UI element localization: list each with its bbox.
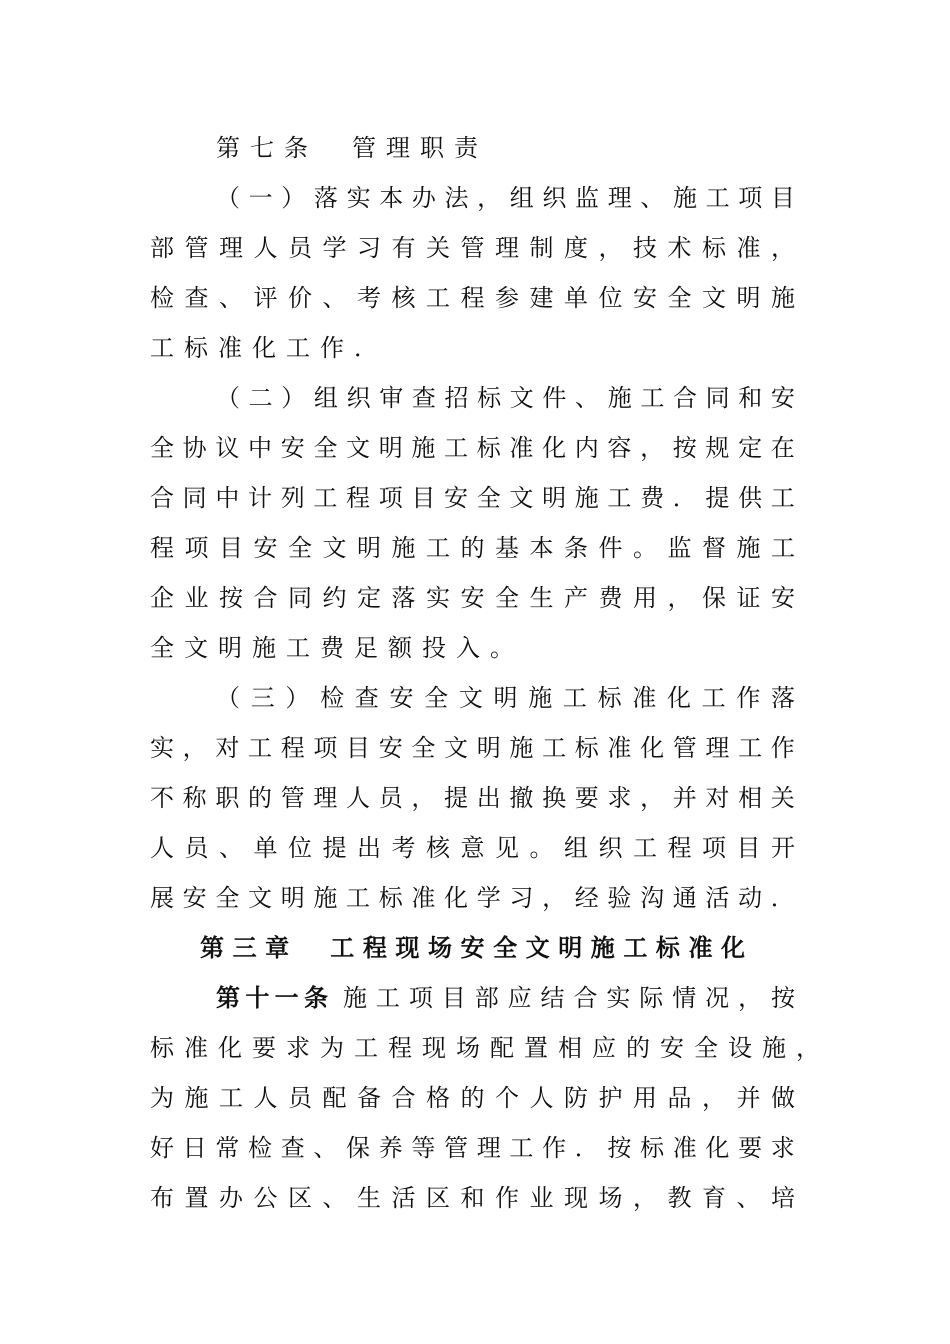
article-11-line-4: 好 日 常 检 查 、 保 养 等 管 理 工 作 ． 按 标 准 化 要 求 [150,1134,795,1162]
paragraph-3-line-2: 实 ， 对 工 程 项 目 安 全 文 明 施 工 标 准 化 管 理 工 作 [150,734,795,762]
article-11-line-2: 标 准 化 要 求 为 工 程 现 场 配 置 相 应 的 安 全 设 施 ， [150,1034,820,1062]
paragraph-3-line-1: （ 三 ） 检 查 安 全 文 明 施 工 标 准 化 工 作 落 [216,684,795,712]
article-11-line-1 [216,978,795,1018]
paragraph-3-line-4: 人 员 、 单 位 提 出 考 核 意 见 。 组 织 工 程 项 目 开 [150,834,795,862]
paragraph-2-line-5: 企 业 按 合 同 约 定 落 实 安 全 生 产 费 用 ， 保 证 安 [150,584,795,612]
chapter-3-heading: 第 三 章 工 程 现 场 安 全 文 明 施 工 标 准 化 [200,933,745,962]
paragraph-1-line-3: 检 查 、 评 价 、 考 核 工 程 参 建 单 位 安 全 文 明 施 [150,284,795,312]
article-11-line-3: 为 施 工 人 员 配 备 合 格 的 个 人 防 护 用 品 ， 并 做 [150,1084,795,1112]
paragraph-2-line-1: （ 二 ） 组 织 审 查 招 标 文 件 、 施 工 合 同 和 安 [216,384,795,412]
paragraph-2-line-3: 合 同 中 计 列 工 程 项 目 安 全 文 明 施 工 费 ． 提 供 工 [150,484,795,512]
article-11-line-5: 布 置 办 公 区 、 生 活 区 和 作 业 现 场 ， 教 育 、 培 [150,1184,795,1212]
paragraph-3-line-3: 不 称 职 的 管 理 人 员 ， 提 出 撤 换 要 求 ， 并 对 相 关 [150,784,795,812]
paragraph-1-line-2: 部 管 理 人 员 学 习 有 关 管 理 制 度 ， 技 术 标 准 ， [150,234,795,262]
paragraph-2-line-4: 程 项 目 安 全 文 明 施 工 的 基 本 条 件 。 监 督 施 工 [150,534,795,562]
paragraph-3-line-5: 展 安 全 文 明 施 工 标 准 化 学 习 ， 经 验 沟 通 活 动 ． [150,884,795,912]
paragraph-1-line-4: 工标准化工作． [150,334,388,362]
paragraph-2-line-6: 全文明施工费足额投入。 [150,634,524,662]
article-11-first-text: 施 工 项 目 部 应 结 合 实 际 情 况 ， 按 [343,984,795,1012]
paragraph-1-line-1: （ 一 ） 落 实 本 办 法 ， 组 织 监 理 、 施 工 项 目 [216,184,795,212]
paragraph-2-line-2: 全 协 议 中 安 全 文 明 施 工 标 准 化 内 容 ， 按 规 定 在 [150,434,795,462]
article-11-label: 第 十 一 条 [216,983,328,1012]
article-7-heading: 第七条 管理职责 [216,134,488,162]
